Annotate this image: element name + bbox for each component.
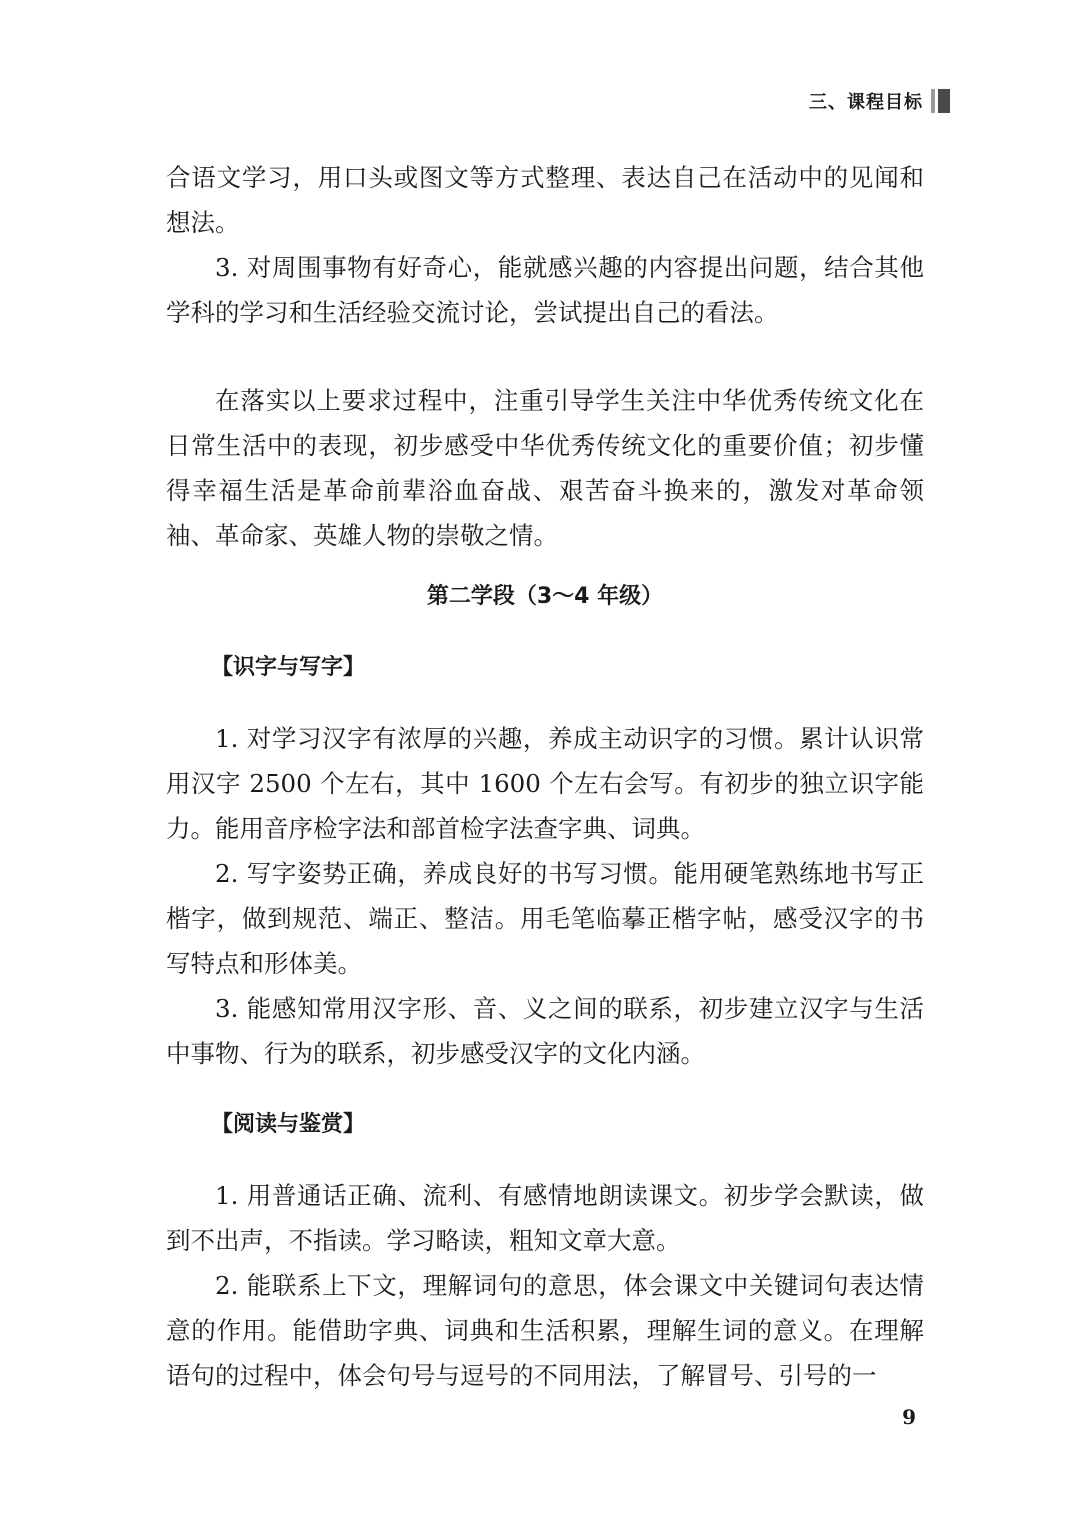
literacy-item-1: 1. 对学习汉字有浓厚的兴趣，养成主动识字的习惯。累计认识常用汉字 2500 个左右，其中 1600 个左右会写。有初步的独立识字能力。能用音序检字法和部首检字法查字典、词典。 (166, 724, 924, 843)
header-bar-thin (931, 89, 935, 113)
reading-item-2: 2. 能联系上下文，理解词句的意思，体会课文中关键词句表达情意的作用。能借助字典、词典和生活积累，理解生词的意义。在理解语句的过程中，体会句号与逗号的不同用法，了解冒号、引号的一 (166, 1271, 924, 1390)
reading-item-1: 1. 用普通话正确、流利、有感情地朗读课文。初步学会默读，做到不出声，不指读。学习略读，粗知文章大意。 (166, 1181, 924, 1255)
running-header-title: 三、课程目标 (809, 92, 923, 113)
spacer (166, 1147, 924, 1173)
page-number: 9 (902, 1405, 916, 1429)
header-bar-thick (938, 89, 950, 113)
heading-literacy: 【识字与写字】 (211, 655, 366, 680)
paragraph-culture: 在落实以上要求过程中，注重引导学生关注中华优秀传统文化在日常生活中的表现，初步感受中华优秀传统文化的重要价值；初步懂得幸福生活是革命前辈浴血奋战、艰苦奋斗换来的，激发对革命领袖、革命家、英雄人物的崇敬之情。 (166, 386, 924, 550)
running-header (809, 88, 950, 114)
heading-reading: 【阅读与鉴赏】 (211, 1112, 366, 1137)
spacer (166, 335, 924, 378)
section-title: 第二学段（3～4 年级） (426, 584, 664, 609)
spacer (166, 1076, 924, 1102)
spacer (166, 619, 924, 645)
header-bars-icon (931, 89, 950, 113)
literacy-item-2: 2. 写字姿势正确，养成良好的书写习惯。能用硬笔熟练地书写正楷字，做到规范、端正、整洁。用毛笔临摹正楷字帖，感受汉字的书写特点和形体美。 (166, 859, 924, 978)
paragraph-continued: 合语文学习，用口头或图文等方式整理、表达自己在活动中的见闻和想法。 (166, 163, 924, 237)
spacer (166, 690, 924, 716)
paragraph-item-3: 3. 对周围事物有好奇心，能就感兴趣的内容提出问题，结合其他学科的学习和生活经验交流讨论，尝试提出自己的看法。 (166, 253, 924, 327)
literacy-item-3: 3. 能感知常用汉字形、音、义之间的联系，初步建立汉字与生活中事物、行为的联系，初步感受汉字的文化内涵。 (166, 994, 924, 1068)
page-body (166, 155, 924, 1398)
